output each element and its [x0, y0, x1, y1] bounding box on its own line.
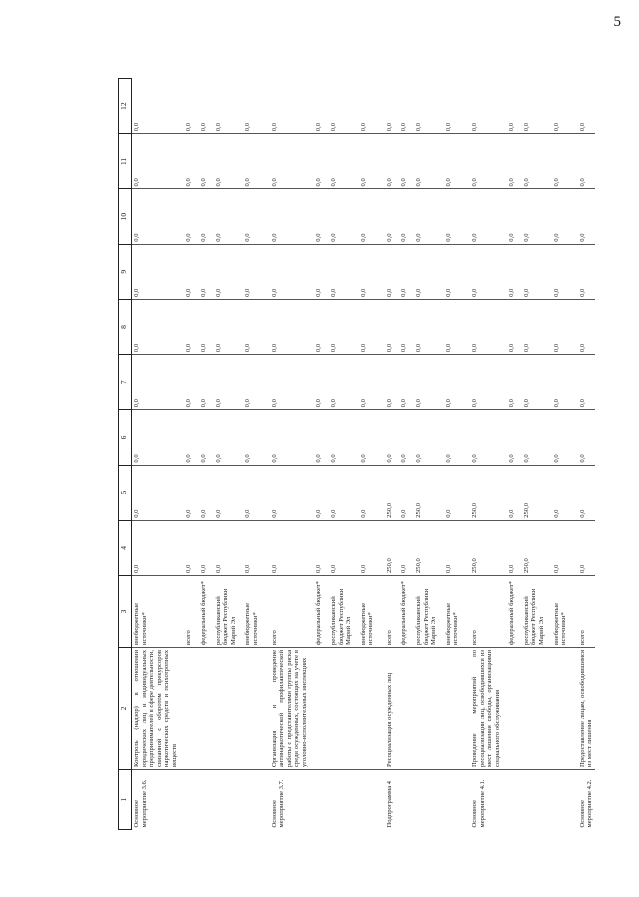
amount-cell: 0,0: [194, 134, 209, 189]
table-row: [461, 79, 502, 830]
amount-cell: 0,0: [376, 244, 395, 299]
amount-cell: 0,0: [238, 244, 260, 299]
amount-cell: 0,0: [439, 134, 461, 189]
amount-cell: 0,0: [209, 465, 239, 520]
amount-cell: 0,0: [461, 410, 502, 465]
amount-cell: 0,0: [354, 410, 376, 465]
amount-cell: 0,0: [354, 244, 376, 299]
amount-cell: 0,0: [547, 355, 569, 410]
amount-cell: 250,0: [461, 520, 502, 575]
amount-cell: 0,0: [179, 189, 194, 244]
amount-cell: 0,0: [354, 520, 376, 575]
program-description-cell: Проведение мероприятий по ресоциализации лиц, освободившихся из мест лишения свободы, организациями социального обслуживания: [461, 648, 502, 770]
amount-cell: 0,0: [461, 134, 502, 189]
amount-cell: 0,0: [194, 520, 209, 575]
column-header-2: 2: [119, 648, 132, 770]
table-row: [569, 79, 595, 830]
column-header-7: 7: [119, 355, 132, 410]
amount-cell: 0,0: [376, 299, 395, 354]
program-code-cell: [324, 770, 354, 830]
program-code-cell: Основное мероприятие 4.2.: [578, 779, 594, 828]
program-description-cell: [238, 648, 260, 770]
funding-source-cell: республиканский бюджет Республики Марий Эл: [409, 576, 439, 648]
amount-cell: 0,0: [394, 355, 409, 410]
amount-cell: 0,0: [394, 134, 409, 189]
column-header-6: 6: [119, 410, 132, 465]
amount-cell: 0,0: [517, 79, 547, 134]
funding-source-cell: республиканский бюджет Республики Марий Эл: [324, 576, 354, 648]
program-code-cell: [517, 770, 547, 830]
amount-cell: 0,0: [502, 299, 517, 354]
amount-cell: 0,0: [394, 299, 409, 354]
column-header-1: 1: [119, 770, 132, 830]
amount-cell: 0,0: [394, 244, 409, 299]
amount-cell: 0,0: [179, 465, 194, 520]
amount-cell: 0,0: [439, 465, 461, 520]
amount-cell: 0,0: [209, 299, 239, 354]
table-row: [209, 79, 239, 830]
amount-cell: 0,0: [309, 465, 324, 520]
amount-cell: 0,0: [132, 299, 180, 354]
amount-cell: 0,0: [132, 355, 180, 410]
table-row: [439, 79, 461, 830]
amount-cell: 0,0: [209, 244, 239, 299]
amount-cell: 0,0: [238, 465, 260, 520]
amount-cell: 0,0: [502, 244, 517, 299]
table-row: [324, 79, 354, 830]
program-code-cell: Основное мероприятие 3.6.: [133, 779, 148, 828]
amount-cell: 0,0: [569, 134, 595, 189]
amount-cell: 0,0: [309, 244, 324, 299]
table-row: [238, 79, 260, 830]
table-row: [179, 79, 194, 830]
program-description-cell: Организация и проведение антинаркотической профилактической работы с представителями группы риска среди осужденных, состоящих на учете в уголовно-исполнительных инспекциях: [261, 648, 310, 770]
amount-cell: 0,0: [409, 244, 439, 299]
amount-cell: 0,0: [547, 299, 569, 354]
funding-source-cell: внебюджетные источники*: [238, 576, 260, 648]
table-row: [132, 79, 180, 830]
amount-cell: 0,0: [394, 410, 409, 465]
amount-cell: 250,0: [409, 465, 439, 520]
amount-cell: 0,0: [547, 520, 569, 575]
amount-cell: 0,0: [376, 134, 395, 189]
amount-cell: 250,0: [461, 465, 502, 520]
amount-cell: 0,0: [569, 244, 595, 299]
amount-cell: 0,0: [409, 189, 439, 244]
program-description-cell: [194, 648, 209, 770]
amount-cell: 0,0: [439, 520, 461, 575]
header-row: [119, 79, 132, 830]
funding-source-cell: федеральный бюджет*: [194, 576, 209, 648]
amount-cell: 0,0: [324, 520, 354, 575]
amount-cell: 0,0: [309, 79, 324, 134]
amount-cell: 0,0: [517, 299, 547, 354]
amount-cell: 0,0: [354, 299, 376, 354]
amount-cell: 0,0: [439, 79, 461, 134]
budget-table: [118, 78, 595, 830]
table-row: [502, 79, 517, 830]
amount-cell: 0,0: [261, 134, 310, 189]
funding-source-cell: федеральный бюджет*: [309, 576, 324, 648]
amount-cell: 0,0: [502, 79, 517, 134]
amount-cell: 0,0: [502, 410, 517, 465]
amount-cell: 0,0: [324, 465, 354, 520]
amount-cell: 0,0: [179, 355, 194, 410]
amount-cell: 0,0: [517, 244, 547, 299]
amount-cell: 0,0: [238, 134, 260, 189]
amount-cell: 0,0: [238, 520, 260, 575]
amount-cell: 0,0: [209, 355, 239, 410]
column-header-8: 8: [119, 299, 132, 354]
program-description-cell: [394, 648, 409, 770]
amount-cell: 0,0: [502, 520, 517, 575]
amount-cell: 0,0: [309, 355, 324, 410]
program-description-cell: Предоставление лицам, освободившимся из мест лишения: [569, 648, 595, 770]
amount-cell: 0,0: [439, 355, 461, 410]
program-code-cell: [179, 770, 194, 830]
program-description-cell: [179, 648, 194, 770]
amount-cell: 0,0: [376, 355, 395, 410]
amount-cell: 0,0: [439, 244, 461, 299]
column-header-11: 11: [119, 134, 132, 189]
table-row: [194, 79, 209, 830]
amount-cell: 0,0: [261, 520, 310, 575]
column-header-9: 9: [119, 244, 132, 299]
amount-cell: 0,0: [179, 299, 194, 354]
amount-cell: 0,0: [461, 355, 502, 410]
amount-cell: 0,0: [324, 355, 354, 410]
amount-cell: 0,0: [502, 189, 517, 244]
amount-cell: 0,0: [569, 410, 595, 465]
funding-source-cell: федеральный бюджет*: [502, 576, 517, 648]
amount-cell: 0,0: [194, 355, 209, 410]
amount-cell: 0,0: [354, 79, 376, 134]
funding-source-cell: внебюджетные источники*: [354, 576, 376, 648]
amount-cell: 0,0: [569, 465, 595, 520]
amount-cell: 0,0: [502, 134, 517, 189]
program-description-cell: [324, 648, 354, 770]
program-code-cell: [238, 770, 260, 830]
program-description-cell: [409, 648, 439, 770]
amount-cell: 0,0: [261, 465, 310, 520]
amount-cell: 250,0: [376, 520, 395, 575]
amount-cell: 0,0: [354, 355, 376, 410]
amount-cell: 0,0: [209, 79, 239, 134]
amount-cell: 0,0: [261, 79, 310, 134]
funding-source-cell: внебюджетные источники*: [547, 576, 569, 648]
amount-cell: 0,0: [439, 299, 461, 354]
amount-cell: 0,0: [409, 79, 439, 134]
funding-source-cell: всего: [569, 576, 595, 648]
amount-cell: 0,0: [194, 465, 209, 520]
amount-cell: 0,0: [209, 134, 239, 189]
amount-cell: 0,0: [394, 465, 409, 520]
amount-cell: 0,0: [238, 410, 260, 465]
amount-cell: 0,0: [179, 79, 194, 134]
amount-cell: 0,0: [394, 79, 409, 134]
amount-cell: 0,0: [376, 189, 395, 244]
amount-cell: 0,0: [569, 299, 595, 354]
program-code-cell: [439, 770, 461, 830]
funding-source-cell: внебюджетные источники*: [439, 576, 461, 648]
amount-cell: 0,0: [194, 299, 209, 354]
amount-cell: 0,0: [409, 355, 439, 410]
amount-cell: 0,0: [132, 189, 180, 244]
amount-cell: 0,0: [324, 189, 354, 244]
amount-cell: 0,0: [547, 189, 569, 244]
program-code-cell: [547, 770, 569, 830]
column-header-3: 3: [119, 576, 132, 648]
amount-cell: 0,0: [517, 134, 547, 189]
program-code-cell: [354, 770, 376, 830]
funding-source-cell: внебюджетные источники*: [132, 576, 180, 648]
amount-cell: 0,0: [194, 410, 209, 465]
amount-cell: 250,0: [376, 465, 395, 520]
table-row: [354, 79, 376, 830]
amount-cell: 0,0: [461, 299, 502, 354]
amount-cell: 0,0: [324, 410, 354, 465]
program-description-cell: [502, 648, 517, 770]
amount-cell: 0,0: [209, 520, 239, 575]
amount-cell: 0,0: [309, 134, 324, 189]
amount-cell: 0,0: [238, 79, 260, 134]
amount-cell: 0,0: [354, 189, 376, 244]
program-code-cell: Основное мероприятие 4.1.: [470, 779, 486, 828]
amount-cell: 0,0: [376, 410, 395, 465]
amount-cell: 0,0: [461, 189, 502, 244]
amount-cell: 0,0: [132, 134, 180, 189]
amount-cell: 0,0: [547, 134, 569, 189]
column-header-10: 10: [119, 189, 132, 244]
amount-cell: 0,0: [179, 244, 194, 299]
amount-cell: 0,0: [547, 244, 569, 299]
amount-cell: 0,0: [179, 410, 194, 465]
amount-cell: 0,0: [261, 355, 310, 410]
program-code-cell: [209, 770, 239, 830]
amount-cell: 0,0: [309, 520, 324, 575]
program-code-cell: [194, 770, 209, 830]
program-description-cell: Контроль (надзор) в отношении юридических лиц и индивидуальных предпринимателей в сфере деятельности, связанной с оборотом прекурсоров наркотических средств и психотропных веществ: [132, 648, 180, 770]
amount-cell: 0,0: [394, 520, 409, 575]
program-description-cell: [209, 648, 239, 770]
amount-cell: 0,0: [132, 520, 180, 575]
amount-cell: 0,0: [324, 244, 354, 299]
funding-source-cell: всего: [179, 576, 194, 648]
column-header-12: 12: [119, 79, 132, 134]
amount-cell: 0,0: [194, 189, 209, 244]
rotated-table-wrapper: [118, 78, 630, 830]
amount-cell: 0,0: [238, 189, 260, 244]
amount-cell: 0,0: [502, 465, 517, 520]
amount-cell: 0,0: [569, 355, 595, 410]
funding-source-cell: всего: [461, 576, 502, 648]
amount-cell: 0,0: [354, 465, 376, 520]
amount-cell: 250,0: [409, 520, 439, 575]
table-row: [547, 79, 569, 830]
table-body: [132, 79, 595, 830]
amount-cell: 0,0: [354, 134, 376, 189]
amount-cell: 0,0: [238, 355, 260, 410]
column-header-5: 5: [119, 465, 132, 520]
amount-cell: 0,0: [132, 79, 180, 134]
amount-cell: 0,0: [439, 189, 461, 244]
funding-source-cell: всего: [376, 576, 395, 648]
amount-cell: 0,0: [132, 410, 180, 465]
amount-cell: 0,0: [547, 79, 569, 134]
amount-cell: 0,0: [179, 520, 194, 575]
amount-cell: 0,0: [194, 79, 209, 134]
amount-cell: 0,0: [409, 134, 439, 189]
amount-cell: 0,0: [409, 299, 439, 354]
table-row: [261, 79, 310, 830]
amount-cell: 0,0: [461, 79, 502, 134]
amount-cell: 0,0: [179, 134, 194, 189]
funding-source-cell: федеральный бюджет*: [394, 576, 409, 648]
table-header: [119, 79, 132, 830]
amount-cell: 0,0: [324, 299, 354, 354]
program-code-cell: [309, 770, 324, 830]
amount-cell: 0,0: [261, 299, 310, 354]
amount-cell: 0,0: [569, 520, 595, 575]
program-description-cell: [354, 648, 376, 770]
amount-cell: 0,0: [517, 410, 547, 465]
amount-cell: 0,0: [517, 355, 547, 410]
amount-cell: 0,0: [261, 410, 310, 465]
program-description-cell: [309, 648, 324, 770]
amount-cell: 0,0: [547, 465, 569, 520]
table-row: [517, 79, 547, 830]
amount-cell: 0,0: [209, 189, 239, 244]
program-code-cell: [394, 770, 409, 830]
program-code-cell: [502, 770, 517, 830]
table-row: [309, 79, 324, 830]
amount-cell: 0,0: [324, 79, 354, 134]
amount-cell: 0,0: [309, 299, 324, 354]
amount-cell: 0,0: [309, 410, 324, 465]
funding-source-cell: республиканский бюджет Республики Марий Эл: [209, 576, 239, 648]
program-description-cell: [547, 648, 569, 770]
amount-cell: 250,0: [517, 520, 547, 575]
amount-cell: 0,0: [569, 189, 595, 244]
table-row: [409, 79, 439, 830]
amount-cell: 0,0: [309, 189, 324, 244]
amount-cell: 250,0: [517, 465, 547, 520]
page-number: 5: [613, 14, 621, 30]
amount-cell: 0,0: [261, 244, 310, 299]
amount-cell: 0,0: [439, 410, 461, 465]
program-description-cell: Ресоциализация осужденных лиц: [376, 648, 395, 770]
amount-cell: 0,0: [209, 410, 239, 465]
program-description-cell: [439, 648, 461, 770]
amount-cell: 0,0: [394, 189, 409, 244]
amount-cell: 0,0: [194, 244, 209, 299]
column-header-4: 4: [119, 520, 132, 575]
amount-cell: 0,0: [502, 355, 517, 410]
amount-cell: 0,0: [324, 134, 354, 189]
amount-cell: 0,0: [461, 244, 502, 299]
program-code-cell: [409, 770, 439, 830]
program-code-cell: Основное мероприятие 3.7.: [270, 779, 286, 828]
amount-cell: 0,0: [569, 79, 595, 134]
amount-cell: 0,0: [547, 410, 569, 465]
amount-cell: 0,0: [261, 189, 310, 244]
table-row: [376, 79, 395, 830]
amount-cell: 0,0: [132, 244, 180, 299]
program-description-cell: [517, 648, 547, 770]
funding-source-cell: республиканский бюджет Республики Марий Эл: [517, 576, 547, 648]
funding-source-cell: всего: [261, 576, 310, 648]
amount-cell: 0,0: [132, 465, 180, 520]
program-code-cell: Подпрограмма 4: [385, 781, 393, 828]
table-row: [394, 79, 409, 830]
amount-cell: 0,0: [409, 410, 439, 465]
amount-cell: 0,0: [376, 79, 395, 134]
amount-cell: 0,0: [517, 189, 547, 244]
amount-cell: 0,0: [238, 299, 260, 354]
